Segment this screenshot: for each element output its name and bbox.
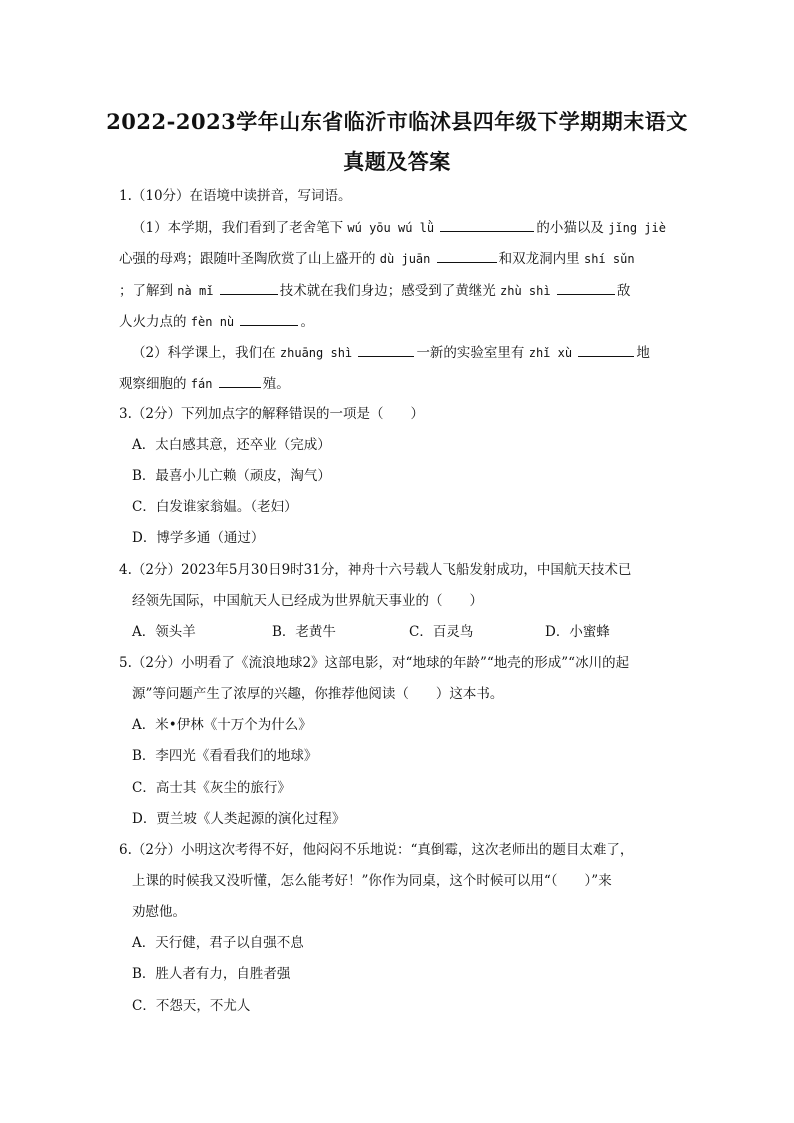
q6-option-b[interactable]: B．胜人者有力，自胜者强 [132, 966, 291, 982]
q4-line-2: 经领先国际，中国航天人已经成为世界航天事业的（ ） [132, 593, 483, 609]
q3-option-a[interactable]: A．太白感其意，还卒业（完成） [132, 437, 331, 453]
answer-blank[interactable] [557, 280, 615, 295]
q1-header: 1.（10分）在语境中读拼音，写词语。 [119, 188, 352, 204]
q1-text: 地 [636, 345, 650, 361]
q6-line-2: 上课的时候我又没听懂，怎么能考好！”你作为同桌，这个时候可以用“（ ）”来 [132, 873, 612, 889]
q4-option-c[interactable]: C．百灵鸟 [409, 624, 474, 640]
q6-line-1: 6.（2分）小明这次考得不好，他闷闷不乐地说：“真倒霉，这次老师出的题目太难了， [119, 842, 634, 858]
q4-option-a[interactable]: A．领头羊 [132, 624, 196, 640]
q6-option-a[interactable]: A．天行健，君子以自强不息 [132, 935, 304, 951]
q5-option-c[interactable]: C．高士其《灰尘的旅行》 [132, 780, 291, 796]
answer-blank[interactable] [440, 217, 534, 232]
pinyin: zhù shì [500, 284, 551, 298]
pinyin: fán [190, 377, 213, 391]
q1-text: 一新的实验室里有 [416, 345, 525, 361]
q5-line-1: 5.（2分）小明看了《流浪地球2》这部电影，对“地球的年龄”“地壳的形成”“冰川的起 [119, 655, 630, 671]
pinyin: zhuāng shì [279, 346, 353, 360]
q1-text: 敌 [616, 283, 631, 299]
q1-text: 观察细胞的 [119, 376, 187, 392]
pinyin: zhǐ xù [528, 346, 573, 360]
answer-blank[interactable] [240, 311, 298, 326]
q5-line-2: 源”等问题产生了浓厚的兴趣，你推荐他阅读（ ）这本书。 [132, 686, 504, 702]
answer-blank[interactable] [358, 342, 414, 357]
q1-text: 的小猫以及 [536, 220, 604, 236]
pinyin: shí sǔn [583, 252, 635, 266]
document-title-line-1: 2022-2023学年山东省临沂市临沭县四年级下学期期末语文 [106, 109, 688, 134]
answer-blank[interactable] [219, 373, 261, 388]
q1-text: （2）科学课上，我们在 [132, 345, 276, 361]
pinyin: jǐng jiè [608, 221, 666, 235]
q1-line-4 [119, 311, 314, 332]
q4-option-d[interactable]: D．小蜜蜂 [545, 624, 610, 640]
q1-text: 技术就在我们身边；感受到了黄继光 [279, 283, 496, 299]
pinyin: fèn nù [190, 315, 235, 329]
q1-text: 殖。 [262, 376, 290, 392]
q6-option-c[interactable]: C．不怨天，不尤人 [132, 998, 251, 1014]
q1-line-5 [132, 342, 650, 363]
q1-line-1 [132, 217, 666, 238]
pinyin: nà mǐ [177, 284, 214, 298]
q6-line-3: 劝慰他。 [132, 904, 186, 920]
q3-option-b[interactable]: B．最喜小儿亡赖（顽皮，淘气） [132, 468, 331, 484]
answer-blank[interactable] [437, 248, 497, 263]
q3-option-c[interactable]: C．白发谁家翁媪。（老妇） [132, 499, 298, 515]
q1-line-6 [119, 373, 290, 394]
q1-text: 心强的母鸡；跟随叶圣陶欣赏了山上盛开的 [119, 251, 376, 267]
q1-text: ；了解到 [119, 283, 173, 299]
document-title-line-2: 真题及答案 [343, 149, 451, 174]
q1-text: 。 [300, 314, 314, 330]
q5-option-b[interactable]: B．李四光《看看我们的地球》 [132, 748, 318, 764]
answer-blank[interactable] [578, 342, 634, 357]
q4-line-1: 4.（2分）2023年5月30日9时31分，神舟十六号载人飞船发射成功，中国航天技术已 [119, 562, 632, 578]
pinyin: wú yōu wú lǜ [347, 221, 435, 235]
q5-option-a[interactable]: A．米•伊林《十万个为什么》 [132, 717, 312, 733]
q1-line-3 [119, 280, 630, 301]
pinyin: dù juān [379, 252, 431, 266]
answer-blank[interactable] [220, 280, 278, 295]
q1-text: 人火力点的 [119, 314, 187, 330]
q4-option-b[interactable]: B．老黄牛 [272, 624, 336, 640]
q1-line-2 [119, 248, 635, 269]
q3-header: 3.（2分）下列加点字的解释错误的一项是（ ） [119, 406, 424, 422]
q5-option-d[interactable]: D．贾兰坡《人类起源的演化过程》 [132, 811, 346, 827]
q1-text: 和双龙洞内里 [498, 251, 580, 267]
q3-option-d[interactable]: D．博学多通（通过） [132, 530, 265, 546]
q1-text: （1）本学期，我们看到了老舍笔下 [132, 220, 344, 236]
